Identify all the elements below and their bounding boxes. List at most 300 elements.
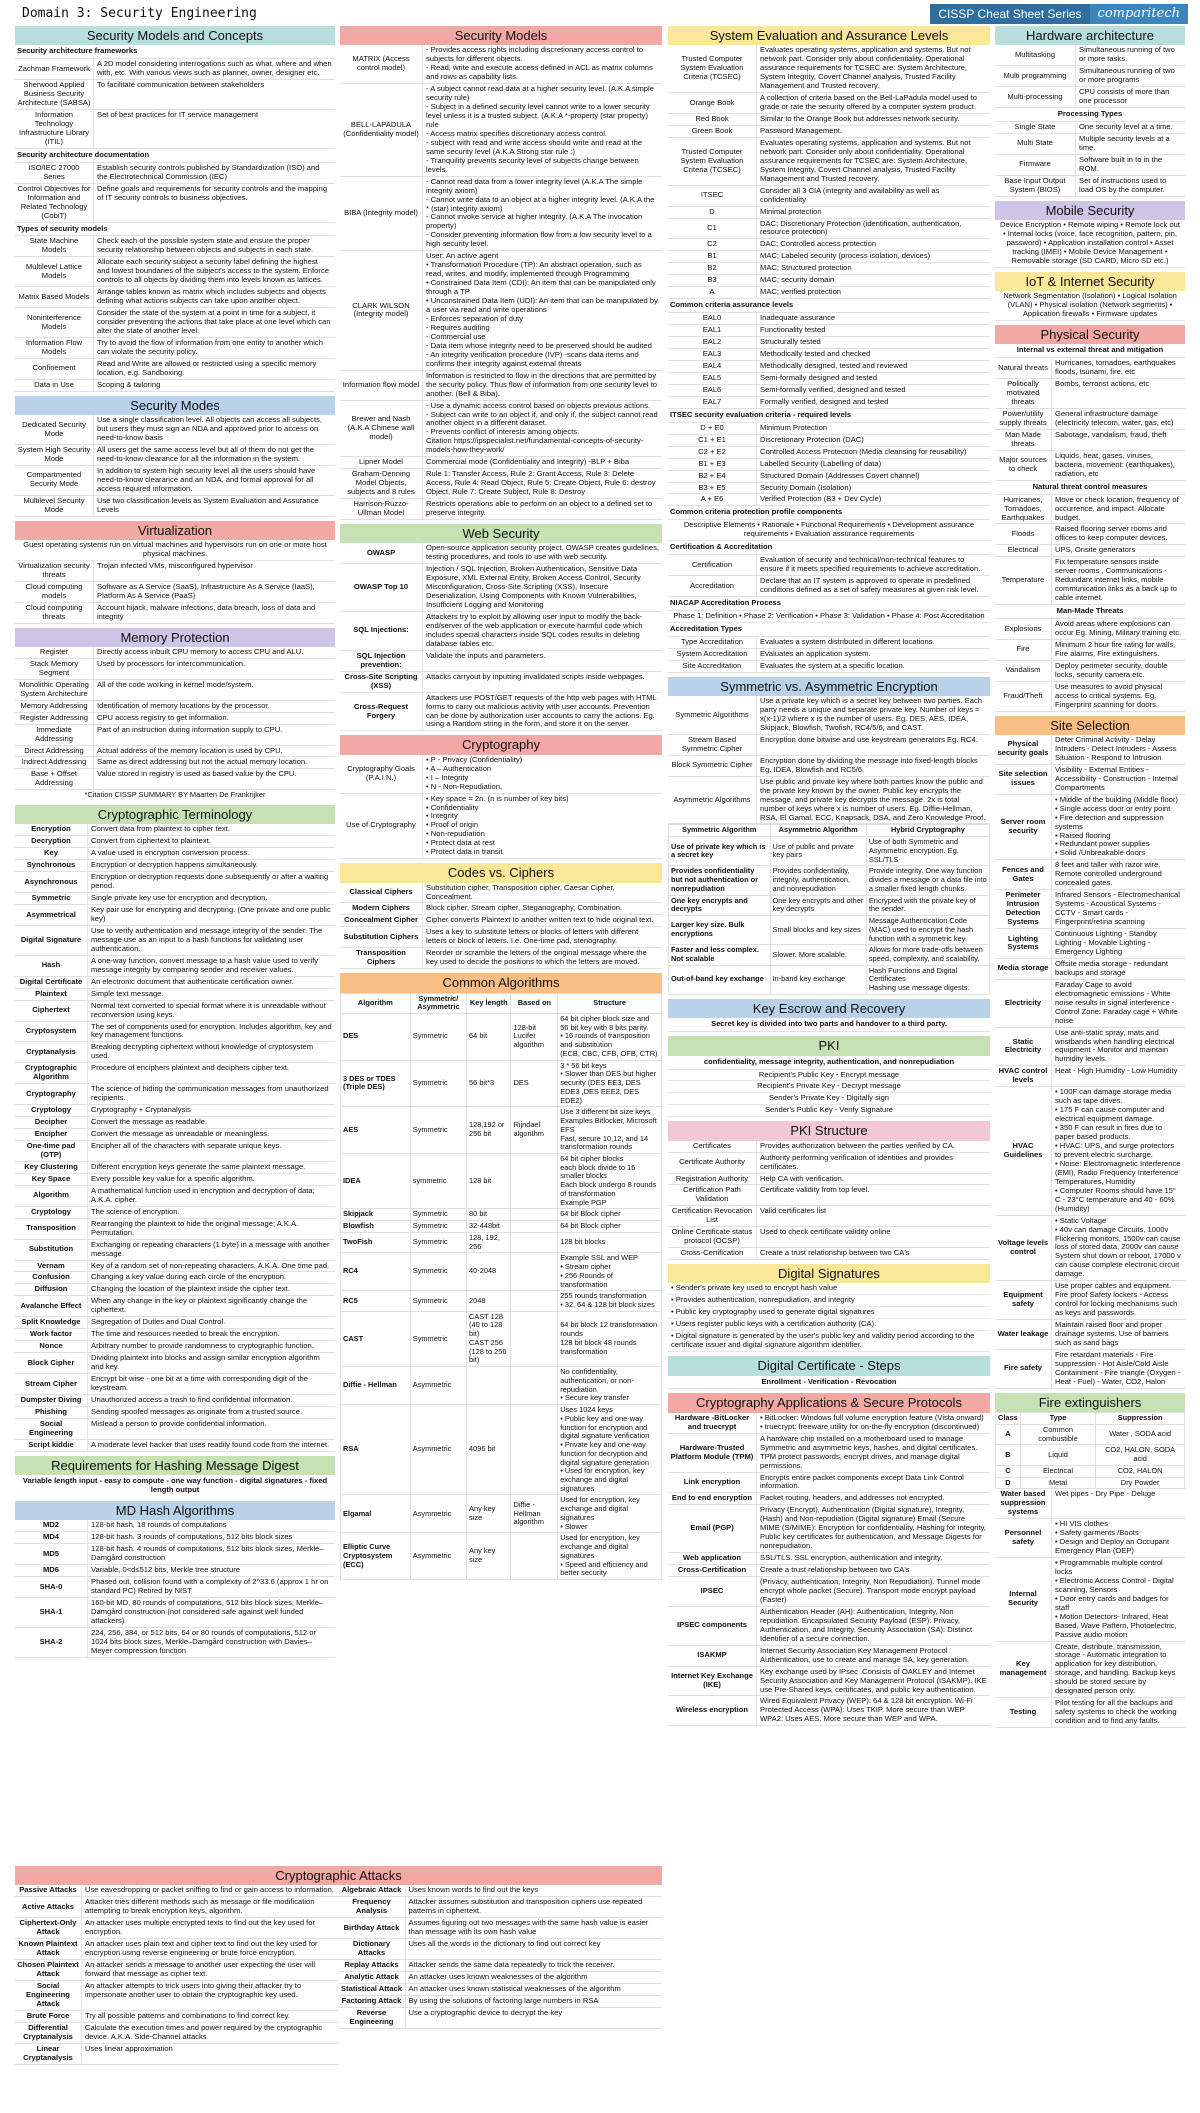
item-value: Actual address of the memory location is used by CPU. <box>93 746 335 757</box>
list-item <box>15 1532 335 1544</box>
item-value: All users get the same access level but all of them do not get the need-to-know clearance for all the information in the system. <box>93 445 335 465</box>
list-item <box>15 757 335 769</box>
subheading: Security architecture frameworks <box>15 45 335 59</box>
virtualization-section <box>15 521 335 624</box>
item-value: Sending spoofed messages as originate from a trusted source. <box>87 1407 335 1418</box>
item-key: Nonce <box>39 1341 63 1351</box>
top-bar <box>0 0 1200 28</box>
table-row <box>341 1405 662 1495</box>
table-row <box>341 1221 662 1233</box>
item-value: Authority performing verification of identities and provides certificates. <box>756 1153 990 1173</box>
item-key: SQL Injections: <box>353 625 409 635</box>
processing-list <box>995 122 1185 197</box>
item-key: Fences and Gates <box>1002 864 1044 883</box>
memory-protection-section <box>15 628 335 801</box>
list-item <box>15 2023 339 2044</box>
table-cell: Symmetric <box>410 1311 466 1366</box>
table-cell: Dry Powder <box>1096 1477 1185 1489</box>
column-1 <box>15 26 335 1662</box>
list-item <box>668 1577 990 1607</box>
item-value: Create, distribute, transmission, storage - Automatic integration to application for key distribution, storage, and handling. Backup keys should be stored secure by designated person only. <box>1051 1642 1185 1698</box>
item-key: Zachman Framework <box>18 63 90 73</box>
item-value: Read and Write are allowed or restricted using a specific memory location, e.g. Sandboxing. <box>93 359 335 379</box>
item-value: DAC; Controlled access protection <box>756 239 990 250</box>
item-key: Accreditation <box>690 580 734 590</box>
list-item <box>995 45 1185 66</box>
list-item <box>339 1984 663 1996</box>
table-cell: 32-448bit <box>467 1221 511 1233</box>
item-value: Move or check location, frequency of occurrence, and impact. Allocate budget. <box>1051 495 1185 524</box>
item-key: Ciphertext <box>32 1005 70 1015</box>
text-line: Sender's Private Key - Digitally sign <box>668 1093 990 1105</box>
item-key: Certification Path Validation <box>683 1185 741 1204</box>
fire-after-list <box>995 1489 1185 1728</box>
list-item <box>15 1272 335 1284</box>
item-value: Rearranging the plaintext to hide the original message; A.K.A. Permutation. <box>87 1219 335 1239</box>
crypto-attacks-section <box>15 1866 662 2065</box>
list-item <box>668 637 990 649</box>
list-item <box>340 927 662 948</box>
item-value: By using the solutions of factoring large numbers in RSA <box>405 1996 663 2007</box>
column-header: Algorithm <box>341 993 411 1013</box>
item-key: State Machine Models <box>29 236 79 255</box>
list-item <box>340 543 662 564</box>
item-value: Offsite media storage - redundant backups and storage <box>1051 959 1185 979</box>
list-item <box>995 1642 1185 1699</box>
item-value: Avoid areas where explosions can occur Eg. Mining, Military training etc. <box>1051 619 1185 639</box>
list-item <box>995 87 1185 108</box>
item-value: 128-bit hash, 18 rounds of computations <box>87 1520 335 1531</box>
item-value: 160-bit MD, 80 rounds of computations, 512 bits block sizes, Merkle–Damgård construction (not considered safe against well funded attackers) <box>87 1598 335 1627</box>
item-value: Packet routing, headers, and addresses not encrypted. <box>756 1493 990 1504</box>
list-item <box>995 765 1185 795</box>
list-item <box>668 1174 990 1186</box>
item-value: Procedure of enciphers plaintext and deciphers cipher text. <box>87 1063 335 1083</box>
table-row <box>669 916 990 945</box>
item-value: Segregation of Duties and Dual Control. <box>87 1317 335 1328</box>
item-value: 128-bit hash. 4 rounds of computations, 512 bits block sizes, Merkle–Damgård construction <box>87 1544 335 1564</box>
item-value: Labelled Security (Labelling of data) <box>756 459 990 470</box>
list-item <box>15 680 335 701</box>
column-4 <box>995 26 1185 1732</box>
item-value: An attacker uses known weaknesses of the algorithm <box>405 1972 663 1983</box>
item-key: Single State <box>1014 122 1056 131</box>
list-item <box>668 1667 990 1697</box>
table-cell <box>511 1291 558 1311</box>
item-key: Concealment Cipher <box>344 915 418 925</box>
item-value: Encryption or decryption requests done subsequently or after a waiting period. <box>87 872 335 892</box>
table-cell: Provides confidentiality but not authentication or nonrepudiation <box>669 866 771 895</box>
table-cell: 2048 <box>467 1291 511 1311</box>
item-value: Different encryption keys generate the same plaintext message. <box>87 1162 335 1173</box>
list-item <box>15 603 335 624</box>
list-item <box>668 1248 990 1260</box>
item-key: Direct Addressing <box>24 745 84 755</box>
item-value: Used by processors for intercommunication. <box>93 659 335 679</box>
list-item <box>15 905 335 926</box>
item-value: Variable, 0<d≤512 bits, Merkle tree structure <box>87 1565 335 1576</box>
ca-list <box>668 555 990 597</box>
item-value: Fire retardant materials - Fire suppression - Hot Aisle/Cold Aisle Containment - Fire triangle (Oxygen - Heat - Fuel) - Water, CO2, Halon <box>1051 1350 1185 1388</box>
item-key: Hardware-Trusted Platform Module (TPM) <box>670 1442 754 1461</box>
list-item <box>995 1350 1185 1389</box>
item-value: Consider all 3 CIA (integrity and availability as well as confidentiality <box>756 186 990 206</box>
item-key: B3 <box>707 275 717 285</box>
item-key: Stream Cipher <box>25 1378 77 1388</box>
table-cell: Asymmetric <box>410 1367 466 1405</box>
item-key: Work factor <box>29 1329 73 1339</box>
item-value: Block cipher, Stream cipher, Steganography, Combination. <box>422 903 662 914</box>
item-value: Uses all the words in the dictionary to find out correct key <box>405 1939 663 1959</box>
item-value: Wired Equivalent Privacy (WEP): 64 & 128 bit encryption. Wi-Fi Protected Access (WPA): Uses TKIP. More secure than WEP WPA2: Uses AES. More secure than WEP and WPA. <box>756 1696 990 1725</box>
item-value: Password Management. <box>756 126 990 137</box>
item-value: Attacks carryout by inputting invalidated scripts inside webpages. <box>422 672 662 692</box>
table-cell: RC4 <box>341 1253 411 1291</box>
text-line: • Sender's private key used to encrypt hash value <box>668 1283 990 1295</box>
item-key: Orange Book <box>689 97 735 107</box>
table-row <box>341 1253 662 1291</box>
subheading: NIACAP Accreditation Process <box>668 597 990 611</box>
list-item <box>15 977 335 989</box>
item-key: Cryptosystem <box>25 1026 77 1035</box>
table-row <box>996 1477 1185 1489</box>
brand-banner <box>930 4 1188 24</box>
item-key: Immediate Addressing <box>35 724 73 743</box>
section-title: MD Hash Algorithms <box>15 1501 335 1520</box>
list-item <box>995 661 1185 682</box>
table-header-row <box>996 1413 1185 1425</box>
list-item <box>668 263 990 275</box>
column-2 <box>340 26 662 1584</box>
item-key: Multi-processing <box>1007 91 1063 101</box>
list-item <box>15 872 335 893</box>
table-cell: AES <box>341 1107 411 1154</box>
item-key: Web application <box>682 1553 742 1563</box>
crypto-terminology-section <box>15 805 335 1452</box>
list-item <box>340 755 662 794</box>
item-key: End to end encryption <box>671 1493 753 1503</box>
item-value: Key of a random set of non-repeating characters. A.K.A. One time pad. <box>87 1261 335 1272</box>
list-item <box>668 239 990 251</box>
item-value: Hurricanes, tornadoes, earthquakes floods, tsunami, fire, etc <box>1051 358 1185 378</box>
table-cell: Provide integrity. One way function divides a message or a data file into a smaller fixed length chunks. <box>866 866 989 895</box>
list-item <box>668 1206 990 1227</box>
item-key: Virtualization security threats <box>18 560 90 579</box>
list-item <box>15 338 335 359</box>
item-value: Visibility - External Entities - Accessibility - Construction - Internal Compartments <box>1051 765 1185 794</box>
item-value: Verified Protection (B3 + Dev Cycle) <box>756 494 990 505</box>
list-item <box>995 379 1185 409</box>
item-key: Certificate Authority <box>679 1157 745 1167</box>
list-item <box>15 2011 339 2023</box>
item-value: DAC; Discretionary Protection (identification, authentication, resource protection) <box>756 219 990 239</box>
list-item <box>668 1493 990 1505</box>
list-item <box>995 176 1185 197</box>
list-item <box>15 956 335 977</box>
item-value: Wet pipes - Dry Pipe - Deluge <box>1051 1489 1185 1518</box>
item-value: A mathematical function used in encryption and decryption of data; A.K.A. cipher. <box>87 1186 335 1206</box>
terminology-list <box>15 824 335 1451</box>
table-cell: CAST <box>341 1311 411 1366</box>
list-item <box>668 219 990 240</box>
list-item <box>15 1329 335 1341</box>
table-cell: 128, 192, 256 <box>467 1232 511 1252</box>
item-key: ISO/IEC 27000 Series <box>28 162 80 181</box>
list-item <box>340 948 662 969</box>
item-key: EAL2 <box>702 337 722 347</box>
list-item <box>15 1129 335 1141</box>
list-item <box>668 287 990 299</box>
list-item <box>15 1162 335 1174</box>
table-cell: 64 bit cipher blocks each block divide to 16 smaller blocks Each block undergo 8 rounds of transformation Example PGP <box>558 1154 662 1209</box>
item-value: The science of hiding the communication messages from unauthorized recipients. <box>87 1084 335 1104</box>
cc-list <box>668 313 990 409</box>
item-value: Single private key use for encryption and decryption. <box>87 893 335 904</box>
cryptography-section <box>340 735 662 859</box>
item-value: Phased out, collision found with a complexity of 2^33.6 (approx 1 hr on standard PC) Retired by NIST <box>87 1577 335 1597</box>
item-key: Electricity <box>1004 997 1042 1007</box>
item-key: Birthday Attack <box>343 1922 400 1932</box>
itsec-list <box>668 423 990 507</box>
list-item <box>340 651 662 672</box>
item-value: Create a trust relationship between two CA's <box>756 1565 990 1576</box>
item-key: Synchronous <box>26 860 76 870</box>
mobile-security-section <box>995 201 1185 268</box>
item-key: Cryptology <box>30 1206 72 1216</box>
column-header: Based on <box>511 993 558 1013</box>
item-value: Value stored in registry is used as based value by the CPU. <box>93 769 335 789</box>
item-value: General infrastructure damage (electricity telecom, water, gas, etc) <box>1051 409 1185 429</box>
item-value: MAC; security domain <box>756 275 990 286</box>
list-item <box>995 545 1185 557</box>
list-item <box>15 1063 335 1084</box>
item-value: Mislead a person to provide confidential information. <box>87 1419 335 1439</box>
item-key: Differential Cryptanalysis <box>23 2022 73 2041</box>
sym-asym-compare-table <box>668 824 990 994</box>
table-cell: Provides confidentiality, integrity, authentication, and nonrepudiation <box>770 866 866 895</box>
niacap-text: Phase 1: Definition • Phase 2: Verification • Phase 3: Validation • Phase 4: Post Accreditation <box>668 611 990 623</box>
item-key: Lipner Model <box>359 457 403 467</box>
list-item <box>15 496 335 517</box>
list-item <box>15 257 335 287</box>
item-value: Injection / SQL Injection, Broken Authentication, Sensitive Data Exposure, XML External Entity, Broken Access Control, Security Misconfiguration, Cross-Site Scripting (XSS), Insecure Deserialization, Using Components with Known Vulnerabilities, Insufficient Logging and Monitoring <box>422 564 662 611</box>
cert-steps-section <box>668 1356 990 1389</box>
item-value: Encryption done bitwise and use keystream generators Eg. RC4. <box>756 735 990 755</box>
subheading: Types of security models <box>15 223 335 237</box>
column-header: Hybrid Cryptography <box>866 825 989 837</box>
list-item <box>995 495 1185 525</box>
ccpp-text: Descriptive Elements • Rationale • Functional Requirements • Development assurance requirements • Evaluation assurance requirements <box>668 520 990 541</box>
item-value: Pilot testing for all the backups and safety systems to check the working condition and to find any faults. <box>1051 1698 1185 1727</box>
mobile-security-text: Device Encryption • Remote wiping • Remote lock out • Internal locks (voice, face recognition, pattern, pin, password) • Application installation control • Asset tracking (IMEI) • Mobile Device Management • Removable storage (SD CARD, Micro SD etc.) <box>995 220 1185 268</box>
item-key: Multilevel Security Mode <box>23 495 85 514</box>
item-key: IPSEC <box>700 1586 724 1595</box>
item-value: Authentication Header (AH): Authentication, Integrity, Non repudiation. Encapsulated Security Payload (ESP): Privacy, Authentication, and Integrity. Security Association (SA): Distinct Identifier of a secure connection. <box>756 1607 990 1645</box>
item-value: Uses linear approximation <box>81 2044 339 2064</box>
item-key: Cryptography Goals (P.A.I.N.) <box>347 763 415 782</box>
item-value: • Programmable multiple control locks • Electronic Access Control - Digital scanning, Sensors • Door entry cards and badges for staff • Motion Detectors- Infrared, Heat Based, Wave Pattern, Photoelectric, Passive audio motion <box>1051 1558 1185 1641</box>
threats-list <box>995 358 1185 480</box>
list-item <box>668 1227 990 1248</box>
security-modes-list <box>15 415 335 517</box>
list-item <box>668 756 990 777</box>
subheading: Man-Made Threats <box>995 605 1185 619</box>
item-value: Methodically designed, tested and reviewed <box>756 361 990 372</box>
item-value: Allocate each security subject a security label defining the highest and lowest boundaries of the subject's access to the system. Enforce controls to all objects by dividing them into levels known as lattices. <box>93 257 335 286</box>
item-value: Try to avoid the flow of information from one entity to another which can violate the security policy. <box>93 338 335 358</box>
list-item <box>668 735 990 756</box>
item-key: Trusted Computer System Evaluation Criteria (TCSEC) <box>680 146 744 174</box>
item-value: An attacker attempts to trick users into giving their attacker try to impersonate another user to obtain the cryptographic key used. <box>81 1981 339 2010</box>
list-item <box>995 1558 1185 1642</box>
item-value: Rule 1: Transfer Access, Rule 2: Grant Access, Rule 3: Delete Access, Rule 4: Read Object, Rule 5: Create Object, Rule 6: destroy Object, Rule 7: Create Subject, Rule 8: Destroy <box>422 469 662 498</box>
table-cell <box>511 1154 558 1209</box>
section-title: Common Algorithms <box>340 973 662 992</box>
frameworks-list <box>15 59 335 149</box>
table-cell: 3 * 56 bit keys • Slower than DES but higher security (DES EE3, DES EDE3 ,DES EEE2, DES EDE2) <box>558 1060 662 1107</box>
item-key: Red Book <box>695 114 729 123</box>
item-key: B2 <box>707 263 717 273</box>
attacks-left-list <box>15 1885 339 2064</box>
section-title: Memory Protection <box>15 628 335 647</box>
list-item <box>995 795 1185 861</box>
table-cell <box>511 1311 558 1366</box>
item-key: Firmware <box>1019 159 1051 169</box>
item-key: Modern Ciphers <box>352 903 410 913</box>
item-value: Sabotage, vandalism, fraud, theft <box>1051 430 1185 450</box>
item-key: Hardware -BitLocker and truecrypt <box>674 1412 750 1431</box>
table-cell: 64 bit Block cipher <box>558 1209 662 1221</box>
subheading: Security architecture documentation <box>15 149 335 163</box>
item-value: Use public and private key where both parties know the public and the private key known by the owner. Public key encrypts the message, and private key decrypts the message. 2x is total number of keys where x is number of users. Eg. Diffie-Hellman, RSA, El Gamal, ECC, Knapsack, DSA, and Zero Knowledge Proof. <box>756 777 990 824</box>
table-cell: CO2, HALON <box>1096 1465 1185 1477</box>
list-item <box>15 824 335 836</box>
list-item <box>15 582 335 603</box>
list-item <box>15 415 335 445</box>
list-item <box>15 1395 335 1407</box>
list-item <box>340 564 662 612</box>
item-key: Harrison-Ruzzo-Ullman Model <box>353 499 409 518</box>
table-cell: Rijndael algorithm <box>511 1107 558 1154</box>
list-item <box>340 45 662 84</box>
item-key: Media storage <box>997 963 1049 973</box>
item-value: The science of encryption. <box>87 1207 335 1218</box>
item-key: Cryptology <box>30 1105 72 1115</box>
hashing-requirements-section <box>15 1456 335 1497</box>
item-value: Uses a key to substitute letters or blocks of letters with different letters or block of letters. I.e. One-time pad, stenography. <box>422 927 662 947</box>
item-value: • P - Privacy (Confidentiality) • A – Authentication • I – Integrity • N - Non-Repudiation. <box>422 755 662 793</box>
item-value: CPU access registry to get information. <box>93 713 335 724</box>
comparitech-logo: comparitech <box>1090 4 1188 24</box>
item-key: Multi programming <box>1003 70 1067 80</box>
table-row <box>341 1154 662 1209</box>
list-item <box>15 1407 335 1419</box>
item-key: EAL7 <box>702 396 722 406</box>
item-key: Base + Offset Addressing <box>30 769 78 788</box>
item-key: Water leakage <box>997 1329 1049 1339</box>
item-value: Convert from ciphertext to plaintext. <box>87 836 335 847</box>
table-cell: Symmetric <box>410 1291 466 1311</box>
subheading: Common criteria assurance levels <box>668 299 990 313</box>
table-cell: CO2, HALON, SODA acid <box>1096 1445 1185 1465</box>
table-row <box>341 1013 662 1060</box>
list-item <box>995 682 1185 712</box>
item-value: Key pair use for encrypting and decrypting. (One private and one public key) <box>87 905 335 925</box>
item-key: Symmetric <box>31 893 71 903</box>
iot-text: Network Segmentation (Isolation) • Logical Isolation (VLAN) • Physical isolation (Network segments) • Application firewalls • Firmware updates <box>995 291 1185 321</box>
item-value: Dividing plaintext into blocks and assign similar encryption algorithm and key. <box>87 1353 335 1373</box>
item-key: Data in Use <box>34 379 74 389</box>
item-key: Matrix Based Models <box>18 291 90 301</box>
list-item <box>995 430 1185 451</box>
item-value: Define goals and requirements for security controls and the mapping of IT security controls to business objectives. <box>93 184 335 222</box>
item-key: Vandalism <box>1005 665 1041 675</box>
item-key: Internal Security <box>1008 1589 1038 1608</box>
item-key: Split Knowledge <box>21 1317 81 1327</box>
citation-note: *Citation CISSP SUMMARY BY Maarten De Frankrijker <box>84 790 266 800</box>
item-value: Use proper cables and equipment. Fire proof Safety lockers - Access control for locking mechanisms such as keys and passwords. <box>1051 1281 1185 1319</box>
item-key: Digital Certificate <box>19 976 83 986</box>
table-cell: CAST 128 (40 to 128 bit) CAST 256 (128 to 256 bit) <box>467 1311 511 1366</box>
table-cell: Used for encryption, key exchange and digital signatures • Speed and efficiency and better security <box>558 1533 662 1580</box>
list-item <box>668 661 990 673</box>
list-item <box>339 1918 663 1939</box>
section-title: Physical Security <box>995 325 1185 344</box>
list-item <box>340 903 662 915</box>
list-item <box>995 134 1185 155</box>
table-cell: RC5 <box>341 1291 411 1311</box>
hashing-requirements-text: Variable length input - easy to compute - one way function - digital signatures - fixed length output <box>22 1476 328 1494</box>
list-item <box>340 672 662 693</box>
table-cell: Allows for more trade-offs between speed, complexity, and scalability. <box>866 945 989 965</box>
system-evaluation-section <box>668 26 990 673</box>
item-key: Sherwood Applied Business Security Architecture (SABSA) <box>17 80 91 108</box>
subheading: Processing Types <box>995 108 1185 122</box>
item-key: Cross-Certification <box>680 1248 744 1258</box>
item-key: One-time pad (OTP) <box>26 1141 76 1159</box>
table-cell: Message Authentication Code (MAC) used to encrypt the hash function with a symmetric key. <box>866 916 989 945</box>
item-key: Cryptanalysis <box>26 1046 76 1056</box>
list-item <box>15 1565 335 1577</box>
table-row <box>341 1209 662 1221</box>
section-title: Mobile Security <box>995 201 1185 220</box>
item-value: Part of an instruction during information supply to CPU. <box>93 725 335 745</box>
item-key: Electrical <box>1007 545 1039 555</box>
column-header: Symmetric Algorithm <box>669 825 771 837</box>
text-line: • Digital signature is generated by the user's public key and validity period according to the certificate issuer and digital signature algorithm identifier. <box>668 1331 990 1352</box>
list-item <box>15 1317 335 1329</box>
table-row <box>341 1291 662 1311</box>
table-cell: Use of both Symmetric and Asymmetric encryption. Eg. SSL/TLS <box>866 837 989 866</box>
item-key: MD2 <box>42 1520 60 1530</box>
table-cell: Elgamal <box>341 1495 411 1533</box>
item-key: Known Plaintext Attack <box>18 1939 78 1958</box>
item-key: Replay Attacks <box>344 1960 399 1969</box>
item-value: 8 feet and taller with razor wire. Remote controlled underground concealed gates. <box>1051 860 1185 889</box>
list-item <box>668 1153 990 1174</box>
item-key: SQL Injection prevention: <box>356 650 406 669</box>
table-cell: Skipjack <box>341 1209 411 1221</box>
table-cell: In-band key exchange <box>770 965 866 994</box>
item-value: Use a private key which is a secret key between two parties. Each party needs a unique and separate private key. Number of keys = x(x-1)/2 where x is the number of users. Eg. DES, AES, IDEA, Skipjack, Blowfish, Twofish, RC4/5/6, and CAST. <box>756 696 990 734</box>
security-models-section <box>340 26 662 520</box>
section-title: Codes vs. Ciphers <box>340 863 662 882</box>
item-key: Certificates <box>693 1140 731 1150</box>
item-value: Trojan infected VMs, misconfigured hypervisor <box>93 561 335 581</box>
item-key: Fire <box>1016 644 1030 654</box>
list-item <box>15 80 335 110</box>
item-value: Account hijack, malware infections, data breach, loss of data and integrity <box>93 603 335 623</box>
